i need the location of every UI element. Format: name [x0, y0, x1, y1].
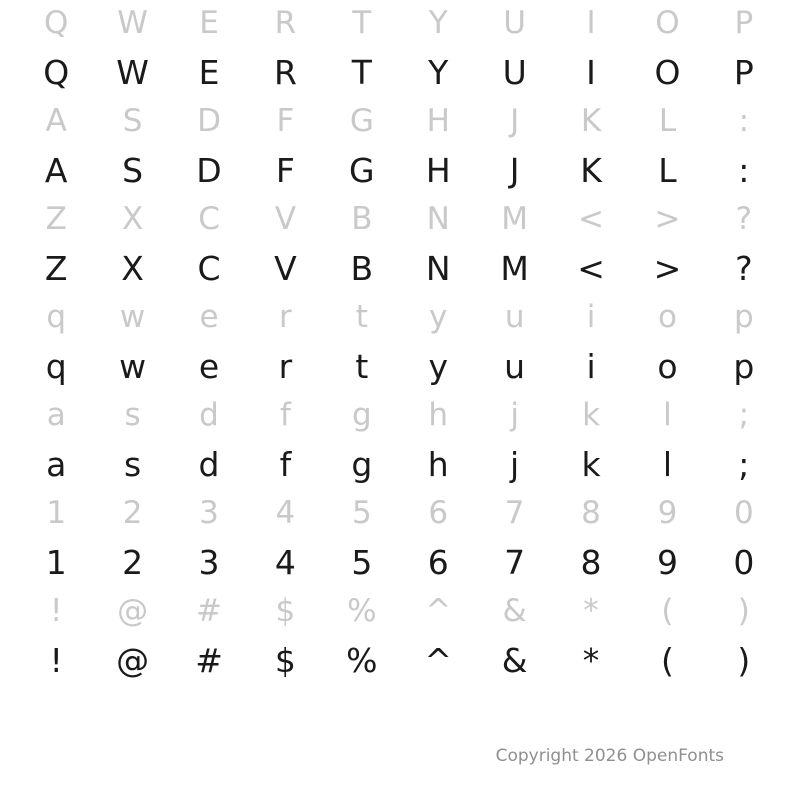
glyph-row-dark — [18, 438, 782, 490]
glyph-cell: ^ — [424, 640, 453, 680]
glyph-row-pair — [18, 294, 782, 392]
glyph-row-pair — [18, 588, 782, 686]
copyright-notice: Copyright 2026 OpenFonts — [495, 746, 724, 766]
glyph-cell: u — [504, 346, 526, 386]
glyph-cell: g — [351, 396, 372, 433]
glyph-cell: G — [349, 102, 374, 139]
glyph-cell: 2 — [122, 494, 143, 531]
glyph-cell: T — [352, 4, 372, 41]
glyph-cell: N — [426, 200, 450, 237]
glyph-cell: A — [44, 150, 68, 190]
glyph-cell: 3 — [199, 494, 219, 531]
glyph-cell: q — [45, 346, 67, 386]
glyph-cell: ( — [661, 592, 674, 629]
glyph-cell: ) — [737, 640, 751, 680]
glyph-cell: 1 — [46, 494, 67, 531]
glyph-cell: M — [500, 248, 529, 288]
glyph-row-light — [18, 392, 782, 438]
glyph-cell: D — [197, 102, 221, 139]
glyph-cell: 7 — [504, 494, 525, 531]
glyph-cell: I — [586, 4, 596, 41]
glyph-cell: ! — [49, 640, 63, 680]
glyph-cell: T — [351, 52, 372, 92]
glyph-row-dark — [18, 46, 782, 98]
glyph-cell: Z — [44, 248, 68, 288]
glyph-cell: 4 — [274, 542, 296, 582]
glyph-cell: H — [425, 150, 451, 190]
glyph-cell: J — [509, 150, 520, 190]
glyph-row-pair — [18, 490, 782, 588]
glyph-cell: q — [46, 298, 67, 335]
glyph-cell: 8 — [581, 494, 601, 531]
glyph-cell: S — [122, 102, 143, 139]
glyph-cell: : — [738, 102, 750, 139]
glyph-cell: s — [124, 444, 142, 484]
glyph-cell: s — [124, 396, 141, 433]
glyph-cell: 3 — [198, 542, 220, 582]
glyph-cell: > — [654, 200, 681, 237]
glyph-cell: f — [279, 444, 292, 484]
glyph-cell: w — [119, 346, 147, 386]
glyph-cell: @ — [116, 640, 150, 680]
glyph-row-pair — [18, 196, 782, 294]
glyph-cell: < — [577, 248, 605, 288]
glyph-cell: * — [582, 640, 600, 680]
glyph-cell: 0 — [733, 542, 755, 582]
glyph-cell: 5 — [351, 494, 372, 531]
glyph-cell: W — [117, 4, 148, 41]
glyph-cell: X — [121, 248, 144, 288]
glyph-cell: j — [510, 444, 520, 484]
glyph-cell: t — [355, 346, 369, 386]
glyph-cell: D — [196, 150, 222, 190]
glyph-cell: # — [196, 592, 222, 629]
glyph-cell: p — [733, 346, 755, 386]
glyph-row-dark — [18, 242, 782, 294]
glyph-cell: 6 — [427, 542, 449, 582]
glyph-cell: Q — [43, 52, 70, 92]
glyph-cell: ; — [738, 396, 750, 433]
glyph-cell: 1 — [45, 542, 67, 582]
glyph-cell: F — [276, 102, 295, 139]
glyph-cell: G — [349, 150, 375, 190]
glyph-cell: B — [351, 200, 373, 237]
glyph-cell: M — [501, 200, 529, 237]
glyph-cell: O — [654, 52, 681, 92]
glyph-cell: 8 — [580, 542, 602, 582]
glyph-cell: o — [657, 346, 678, 386]
glyph-cell: ^ — [425, 592, 452, 629]
glyph-cell: k — [581, 444, 601, 484]
glyph-cell: % — [347, 592, 377, 629]
glyph-cell: ) — [737, 592, 750, 629]
glyph-cell: O — [655, 4, 680, 41]
glyph-cell: & — [502, 592, 527, 629]
glyph-cell: S — [122, 150, 144, 190]
glyph-cell: E — [199, 4, 219, 41]
glyph-cell: i — [586, 346, 596, 386]
glyph-cell: B — [350, 248, 374, 288]
glyph-cell: Y — [428, 4, 448, 41]
glyph-cell: > — [653, 248, 682, 288]
glyph-cell: I — [586, 52, 596, 92]
glyph-cell: X — [121, 200, 144, 237]
glyph-cell: y — [428, 346, 448, 386]
glyph-row-light — [18, 490, 782, 536]
glyph-row-dark — [18, 340, 782, 392]
glyph-cell: R — [273, 52, 297, 92]
glyph-cell: u — [504, 298, 525, 335]
glyph-row-light — [18, 588, 782, 634]
glyph-cell: L — [658, 102, 677, 139]
glyph-cell: Q — [44, 4, 69, 41]
glyph-cell: N — [425, 248, 451, 288]
glyph-cell: W — [116, 52, 149, 92]
glyph-cell: f — [279, 396, 291, 433]
glyph-cell: t — [355, 298, 368, 335]
glyph-cell: U — [502, 52, 527, 92]
glyph-cell: e — [198, 346, 220, 386]
glyph-cell: 6 — [428, 494, 449, 531]
glyph-cell: h — [428, 396, 449, 433]
glyph-cell: d — [199, 396, 219, 433]
glyph-cell: J — [510, 102, 520, 139]
glyph-cell: 2 — [122, 542, 144, 582]
glyph-cell: % — [346, 640, 378, 680]
glyph-cell: 7 — [504, 542, 526, 582]
glyph-cell: ? — [735, 248, 753, 288]
glyph-cell: Z — [45, 200, 67, 237]
glyph-cell: & — [501, 640, 528, 680]
glyph-cell: @ — [117, 592, 149, 629]
glyph-cell: i — [586, 298, 596, 335]
glyph-cell: 5 — [351, 542, 373, 582]
glyph-cell: o — [657, 298, 677, 335]
glyph-row-light — [18, 294, 782, 340]
glyph-cell: K — [580, 150, 602, 190]
glyph-cell: * — [583, 592, 599, 629]
glyph-cell: ; — [738, 444, 750, 484]
glyph-cell: F — [275, 150, 295, 190]
glyph-row-pair — [18, 98, 782, 196]
glyph-cell: R — [274, 4, 297, 41]
glyph-cell: h — [427, 444, 449, 484]
glyph-cell: l — [663, 396, 672, 433]
glyph-cell: w — [119, 298, 146, 335]
glyph-cell: V — [274, 200, 297, 237]
glyph-cell: K — [580, 102, 602, 139]
glyph-cell: r — [279, 298, 292, 335]
glyph-cell: ? — [735, 200, 753, 237]
glyph-cell: y — [429, 298, 448, 335]
glyph-row-pair — [18, 0, 782, 98]
glyph-cell: d — [198, 444, 220, 484]
glyph-row-light — [18, 196, 782, 242]
glyph-cell: j — [510, 396, 519, 433]
glyph-cell: g — [351, 444, 373, 484]
glyph-cell: < — [578, 200, 605, 237]
glyph-cell: ( — [661, 640, 674, 680]
glyph-cell: # — [195, 640, 223, 680]
glyph-cell: A — [45, 102, 67, 139]
glyph-cell: U — [503, 4, 526, 41]
glyph-row-dark — [18, 144, 782, 196]
glyph-cell: P — [734, 4, 754, 41]
glyph-cell: Y — [428, 52, 449, 92]
glyph-cell: 9 — [656, 542, 678, 582]
glyph-cell: E — [198, 52, 220, 92]
glyph-cell: V — [274, 248, 297, 288]
glyph-cell: ! — [49, 592, 63, 629]
glyph-row-dark — [18, 536, 782, 588]
glyph-cell: 0 — [733, 494, 754, 531]
glyph-cell: l — [662, 444, 673, 484]
glyph-row-light — [18, 98, 782, 144]
glyph-cell: $ — [275, 592, 296, 629]
glyph-cell: a — [46, 396, 66, 433]
glyph-row-pair — [18, 392, 782, 490]
glyph-cell: C — [198, 200, 220, 237]
glyph-cell: : — [738, 150, 750, 190]
glyph-cell: r — [278, 346, 293, 386]
glyph-cell: H — [426, 102, 450, 139]
glyph-cell: 4 — [275, 494, 296, 531]
glyph-cell: 9 — [657, 494, 678, 531]
glyph-row-light — [18, 0, 782, 46]
glyph-cell: C — [197, 248, 221, 288]
glyph-cell: e — [199, 298, 219, 335]
glyph-cell: p — [734, 298, 754, 335]
glyph-cell: P — [733, 52, 754, 92]
glyph-cell: k — [582, 396, 601, 433]
glyph-cell: L — [658, 150, 677, 190]
glyph-cell: a — [46, 444, 67, 484]
glyph-row-dark — [18, 634, 782, 686]
glyph-cell: $ — [274, 640, 296, 680]
